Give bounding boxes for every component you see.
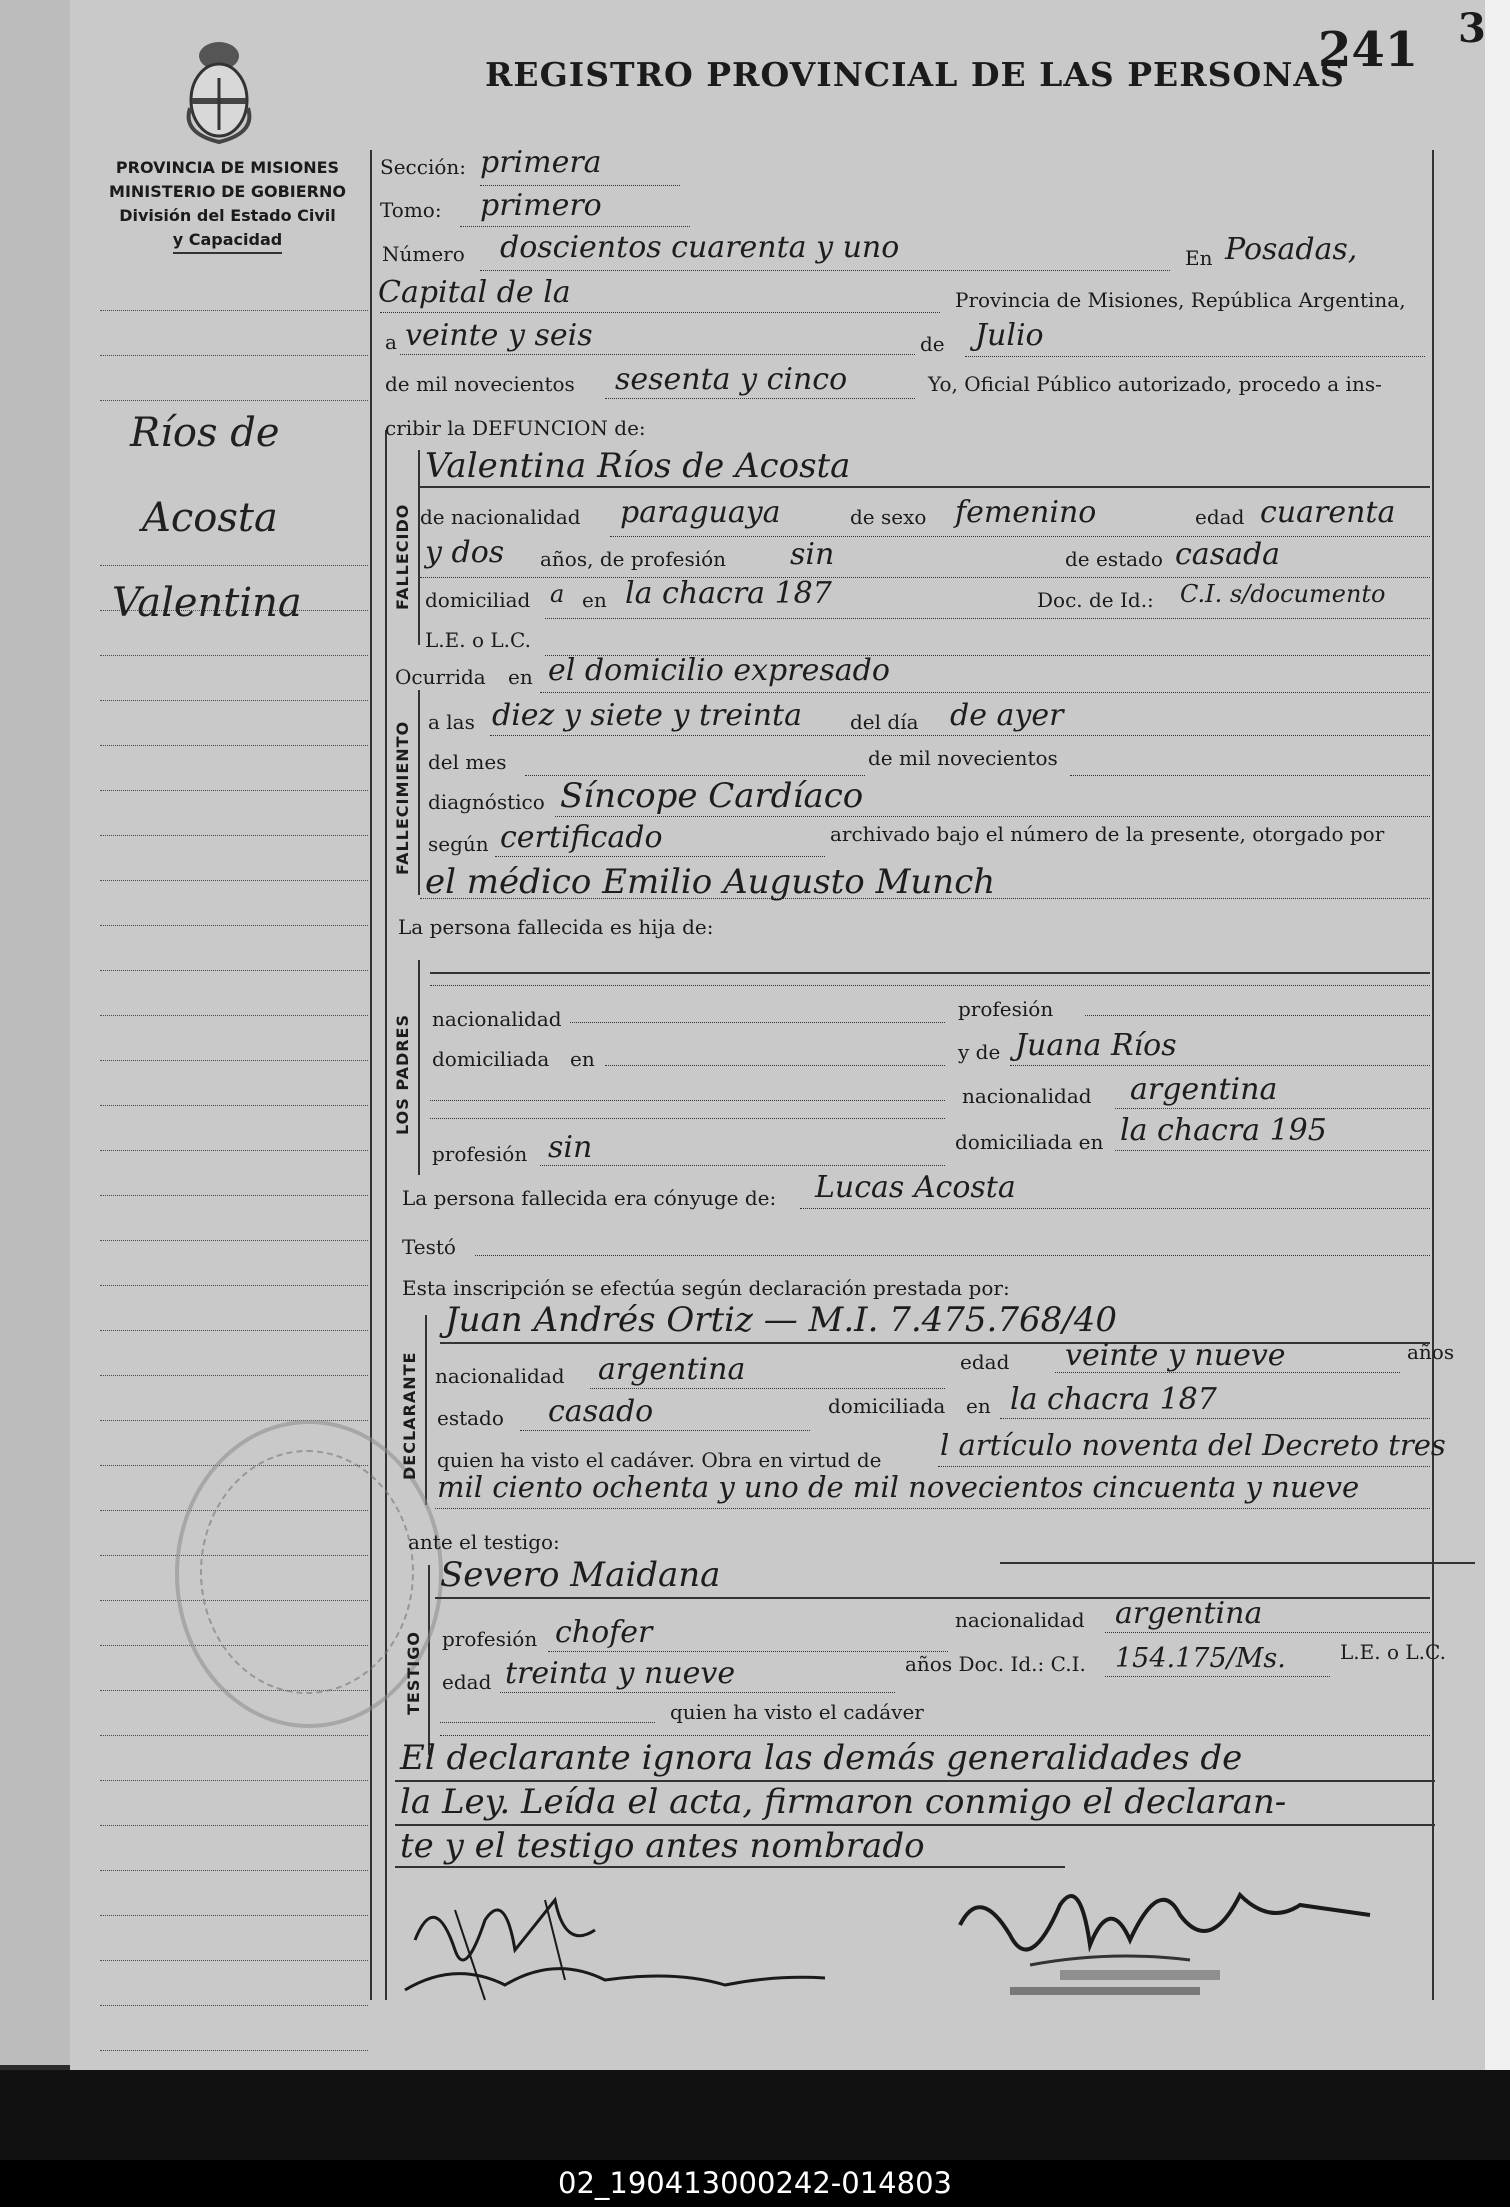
declarante-section-label: DECLARANTE [400, 1351, 419, 1480]
testigo-doc-value: 154.175/Ms. [1115, 1643, 1286, 1674]
fallecido-sexo-value: femenino [955, 495, 1097, 530]
officer-signature [950, 1855, 1430, 2005]
conyuge-label: La persona fallecida era cónyuge de: [402, 1186, 777, 1210]
madre-value: Juana Ríos [1015, 1028, 1177, 1063]
hija-label: La persona fallecida es hija de: [398, 915, 714, 939]
madre-profesion-value: sin [548, 1130, 593, 1165]
inscribir-text: cribir la DEFUNCION de: [385, 416, 646, 440]
margin-name-line-2: Acosta [142, 495, 278, 541]
en-label: En [1185, 246, 1213, 270]
en-value: Posadas, [1225, 232, 1358, 267]
declarante-anios-label: años [1407, 1340, 1455, 1364]
padre-en-label: en [570, 1047, 595, 1071]
declarante-nombre: Juan Andrés Ortiz — M.I. 7.475.768/40 [445, 1300, 1117, 1340]
page-bottom-shadow [0, 2070, 1510, 2170]
oficial-text: Yo, Oficial Público autorizado, procedo a ins- [928, 372, 1382, 396]
tomo-label: Tomo: [380, 198, 442, 222]
testigo-section-label: TESTIGO [404, 1631, 423, 1715]
fallecido-docid-value: C.I. s/documento [1180, 580, 1386, 608]
declarante-en-label: en [966, 1394, 991, 1418]
del-mes-label: del mes [428, 750, 507, 774]
note-line-2: la Ley. Leída el acta, firmaron conmigo el declaran- [400, 1782, 1287, 1822]
dia-value: veinte y seis [405, 318, 593, 353]
fallecido-en-label: en [582, 588, 607, 612]
tomo-value: primero [480, 188, 602, 223]
madre-domicilio-value: la chacra 195 [1120, 1113, 1327, 1148]
note-line-3: te y el testigo antes nombrado [400, 1826, 925, 1866]
padre-nacionalidad-label: nacionalidad [432, 1007, 562, 1031]
conyuge-value: Lucas Acosta [815, 1170, 1016, 1205]
diagnostico-label: diagnóstico [428, 790, 545, 814]
fallecido-anios-profesion-label: años, de profesión [540, 547, 727, 571]
anio-value: sesenta y cinco [615, 362, 848, 397]
testigo-nacionalidad-value: argentina [1115, 1596, 1263, 1631]
madre-domiciliada-label: domiciliada en [955, 1130, 1104, 1154]
declarante-edad-label: edad [960, 1350, 1010, 1374]
seccion-value: primera [480, 145, 602, 180]
image-caption: 02_190413000242-014803 [0, 2160, 1510, 2207]
ocurrida-lugar-value: el domicilio expresado [548, 653, 890, 688]
fallecido-estado-label: de estado [1065, 547, 1163, 571]
fallecido-nacionalidad-value: paraguaya [620, 495, 781, 530]
padre-domiciliada-label: domiciliada [432, 1047, 550, 1071]
fallecido-estado-value: casada [1175, 537, 1281, 572]
declarante-domicilio-value: la chacra 187 [1010, 1382, 1217, 1417]
declarante-nacionalidad-value: argentina [598, 1352, 746, 1387]
seccion-label: Sección: [380, 155, 466, 179]
margin-name-line-1: Ríos de [130, 410, 280, 456]
fallecido-docid-label: Doc. de Id.: [1037, 588, 1154, 612]
testigo-profesion-label: profesión [442, 1627, 538, 1651]
declarante-virtud-value-2: mil ciento ochenta y uno de mil novecientos cincuenta y nueve [437, 1470, 1360, 1504]
a-label: a [385, 330, 397, 354]
folio-mark: 3 [1458, 5, 1486, 52]
mes-value: Julio [975, 318, 1044, 353]
padres-section-label: LOS PADRES [393, 1013, 412, 1135]
madre-nacionalidad-label: nacionalidad [962, 1084, 1092, 1108]
declarante-quien-text: quien ha visto el cadáver. Obra en virtud de [437, 1448, 882, 1472]
testigo-edad-value: treinta y nueve [505, 1656, 736, 1691]
note-line-1: El declarante ignora las demás generalidades de [400, 1738, 1243, 1778]
fallecido-edad-label: edad [1195, 505, 1245, 529]
declarante-estado-value: casado [548, 1394, 654, 1429]
fallecido-sexo-label: de sexo [850, 505, 927, 529]
fallecido-domiciliado-suffix: a [550, 580, 565, 608]
declarante-estado-label: estado [437, 1406, 504, 1430]
ocurrida-label: Ocurrida [395, 665, 486, 689]
margin-name-line-3: Valentina [112, 580, 302, 626]
medico-value: el médico Emilio Augusto Munch [425, 862, 996, 902]
fallecido-nombre: Valentina Ríos de Acosta [425, 446, 851, 486]
archivado-text: archivado bajo el número de la presente, otorgado por [830, 822, 1385, 846]
folio-number: 241 [1318, 22, 1419, 78]
declarante-domiciliada-label: domiciliada [828, 1394, 946, 1418]
numero-value: doscientos cuarenta y uno [500, 230, 900, 265]
office-line-1: PROVINCIA DE MISIONES [115, 158, 340, 177]
testigo-anios-doc-label: años Doc. Id.: C.I. [905, 1652, 1086, 1676]
madre-nacionalidad-value: argentina [1130, 1072, 1278, 1107]
de-label: de [920, 332, 945, 356]
fallecido-domicilio-value: la chacra 187 [625, 576, 832, 611]
testigo-ante-label: ante el testigo: [408, 1530, 560, 1554]
anio-prefix: de mil novecientos [385, 372, 575, 396]
del-dia-label: del día [850, 710, 919, 734]
a-las-label: a las [428, 710, 475, 734]
padre-profesion-label: profesión [958, 997, 1054, 1021]
madre-profesion-label: profesión [432, 1142, 528, 1166]
declarante-intro-label: Esta inscripción se efectúa según declaración prestada por: [402, 1276, 1010, 1300]
diagnostico-value: Síncope Cardíaco [560, 776, 864, 816]
provincia-text: Provincia de Misiones, República Argentina, [955, 288, 1406, 312]
fallecido-edad-value-2: y dos [425, 535, 505, 570]
declarante-virtud-value: l artículo noventa del Decreto tres [940, 1428, 1446, 1462]
fallecido-domiciliado-label: domiciliad [425, 588, 531, 612]
fallecido-profesion-value: sin [790, 537, 835, 572]
fallecido-le-label: L.E. o L.C. [425, 628, 531, 652]
segun-label: según [428, 832, 489, 856]
declarante-nacionalidad-label: nacionalidad [435, 1364, 565, 1388]
fallecido-edad-value: cuarenta [1260, 495, 1396, 530]
office-line-3: División del Estado Civil [119, 206, 336, 225]
y-de-label: y de [958, 1040, 1001, 1064]
numero-label: Número [382, 242, 465, 266]
ocurrida-en-label: en [508, 665, 533, 689]
lugar-value: Capital de la [378, 275, 571, 310]
testigo-edad-label: edad [442, 1670, 492, 1694]
testigo-quien-text: quien ha visto el cadáver [670, 1700, 924, 1724]
fallecido-section-label: FALLECIDO [393, 503, 412, 610]
mil-novecientos-label: de mil novecientos [868, 746, 1058, 770]
dia-fallecimiento-value: de ayer [950, 698, 1064, 733]
declarante-edad-value: veinte y nueve [1065, 1338, 1286, 1373]
segun-value: certificado [500, 820, 663, 855]
hora-value: diez y siete y treinta [492, 698, 802, 733]
registry-title: REGISTRO PROVINCIAL DE LAS PERSONAS [485, 55, 1345, 94]
testo-label: Testó [402, 1235, 456, 1259]
office-line-4: y Capacidad [173, 228, 282, 254]
testigo-nombre: Severo Maidana [440, 1555, 721, 1595]
testigo-profesion-value: chofer [555, 1615, 653, 1650]
testigo-le-label: L.E. o L.C. [1340, 1640, 1446, 1664]
fallecimiento-section-label: FALLECIMIENTO [393, 720, 412, 875]
declarant-witness-signatures [395, 1860, 915, 2010]
fallecido-nacionalidad-label: de nacionalidad [420, 505, 581, 529]
office-line-2: MINISTERIO DE GOBIERNO [109, 182, 346, 201]
testigo-nacionalidad-label: nacionalidad [955, 1608, 1085, 1632]
